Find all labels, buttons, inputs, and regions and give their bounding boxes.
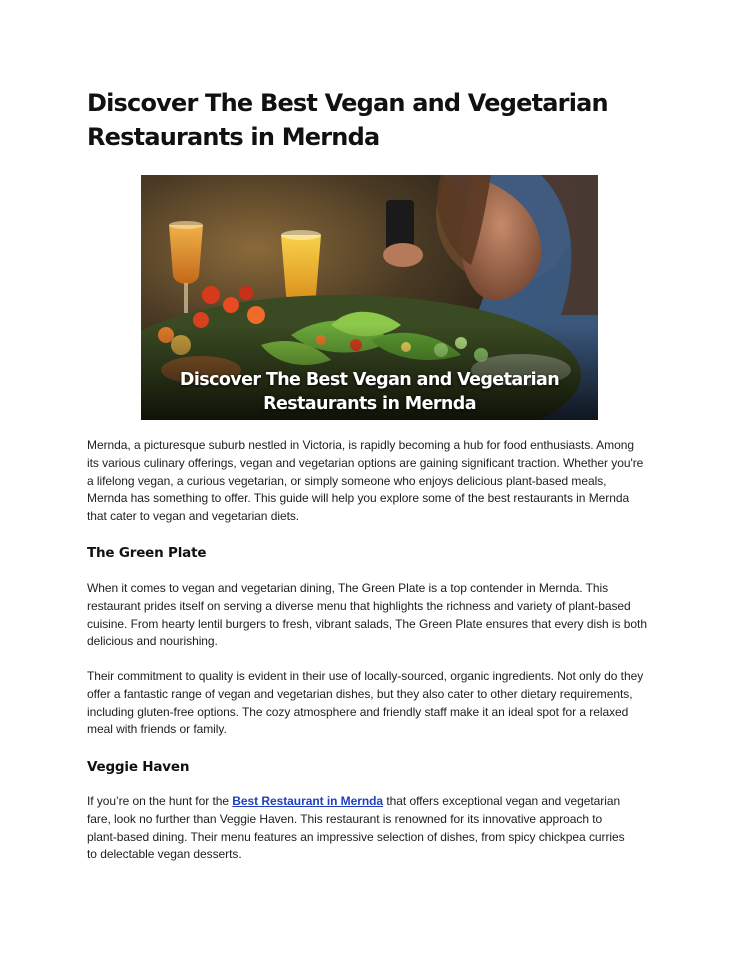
veggie-haven-text-after-link: that offers exceptional vegan and vegetarian fare, look no further than Veggie Haven. This restaurant is renowned for its innovative approach to plant-based dining. Their menu features an impressive selection of dishes, from spicy chickpea curries to delectable vegan desserts.	[87, 794, 625, 862]
green-plate-paragraph-1: When it comes to vegan and vegetarian dining, The Green Plate is a top contender in Mernda. This restaurant prides itself on serving a diverse menu that highlights the richness and variety of plant-based cuisine. From hearty lentil burgers to fresh, vibrant salads, The Green Plate ensures that every dish is both delicious and nourishing.	[87, 581, 647, 649]
intro-paragraph: Mernda, a picturesque suburb nestled in Victoria, is rapidly becoming a hub for food enthusiasts. Among its various culinary offerings, vegan and vegetarian options are gaining significant traction. Whether you're a lifelong vegan, a curious vegetarian, or simply someone who enjoys delicious plant-based meals, Mernda has something to offer. This guide will help you explore some of the best restaurants in Mernda that cater to vegan and vegetarian diets.	[87, 438, 644, 524]
veggie-haven-paragraph	[87, 793, 632, 864]
green-plate-paragraph-2: Their commitment to quality is evident in their use of locally-sourced, organic ingredients. Not only do they offer a fantastic range of vegan and vegetarian dishes, but they also cater to other dietary requirements, including gluten-free options. The cozy atmosphere and friendly staff make it an ideal spot for a relaxed meal with friends or family.	[87, 669, 644, 737]
hero-caption	[141, 368, 598, 416]
article-title: Discover The Best Vegan and Vegetarian Restaurants in Mernda	[87, 89, 608, 151]
veggie-haven-text-before-link: If you’re on the hunt for the	[87, 794, 233, 808]
section-heading-green-plate: The Green Plate	[87, 545, 207, 561]
hero-caption-line-1: Discover The Best Vegan and Vegetarian	[179, 370, 560, 390]
hero-caption-line-2: Restaurants in Mernda	[263, 394, 476, 414]
hero-image	[141, 175, 598, 420]
best-restaurant-link[interactable]: Best Restaurant in Mernda	[232, 794, 384, 808]
section-heading-veggie-haven: Veggie Haven	[87, 759, 190, 775]
